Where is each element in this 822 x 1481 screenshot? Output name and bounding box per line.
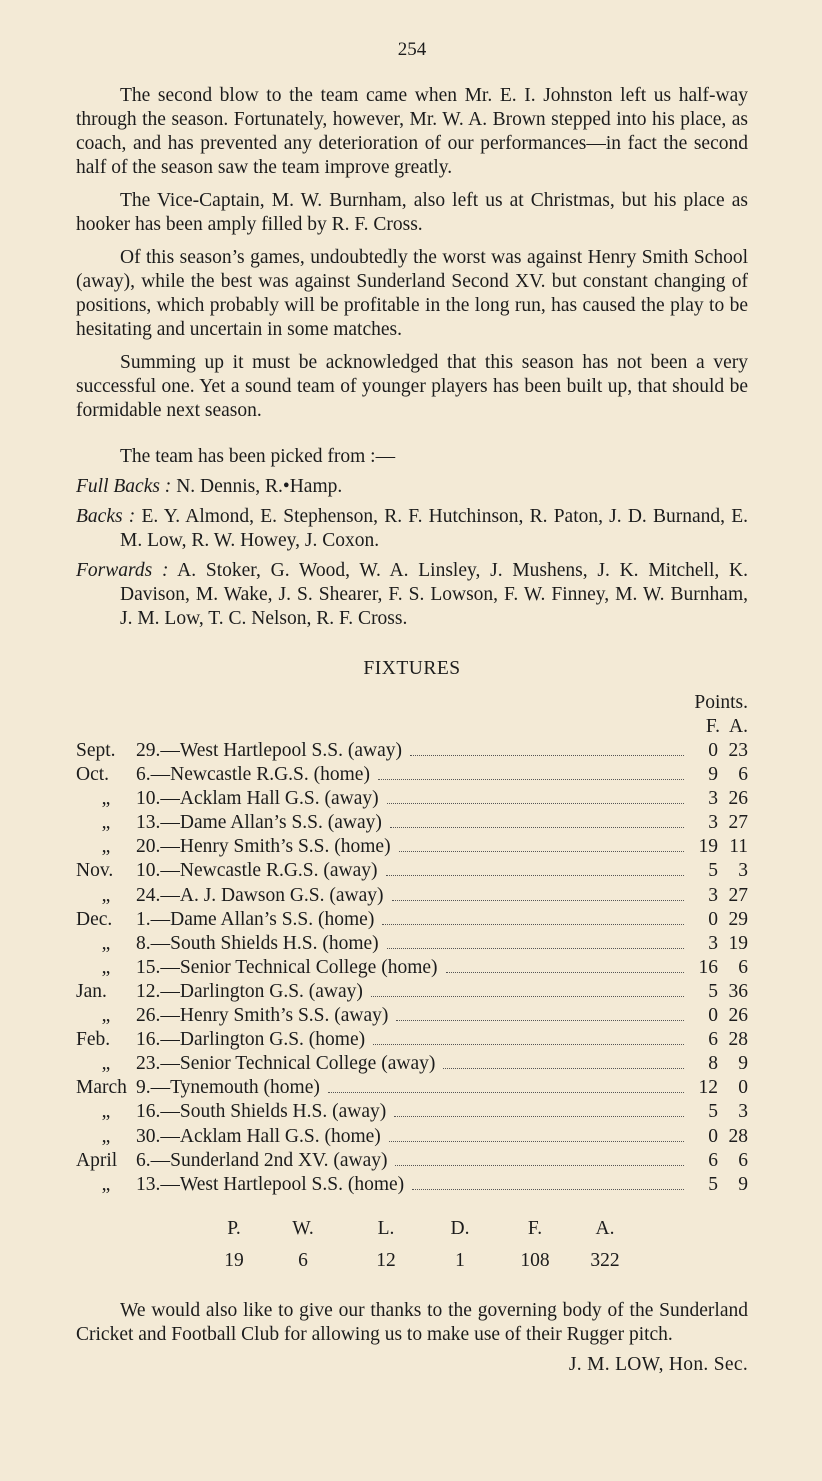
dot-leader xyxy=(446,972,684,973)
points-for: 5 xyxy=(708,1101,718,1123)
points-against: 27 xyxy=(728,884,748,906)
fixture-month: „ xyxy=(101,932,111,954)
points-for: 0 xyxy=(708,1005,718,1027)
fixture-description: 15.—Senior Technical College (home) xyxy=(136,956,438,978)
fixture-description: 13.—Dame Allan’s S.S. (away) xyxy=(136,812,382,834)
fixture-description: 24.—A. J. Dawson G.S. (away) xyxy=(136,884,384,906)
points-against: 28 xyxy=(728,1029,748,1051)
fixture-description: 6.—Newcastle R.G.S. (home) xyxy=(136,764,370,786)
paragraph: The Vice-Captain, M. W. Burnham, also left us at Christmas, but his place as hooker has been amply filled by R. F. Cross. xyxy=(76,190,748,235)
fixture-description: 6.—Sunderland 2nd XV. (away) xyxy=(136,1149,388,1171)
position-group-forwards xyxy=(76,559,748,631)
position-group-full-backs xyxy=(76,475,748,499)
points-against: 9 xyxy=(738,1173,748,1195)
fixture-month: „ xyxy=(101,1125,111,1147)
summary-header: D. xyxy=(450,1217,470,1239)
summary-headers xyxy=(214,1217,714,1241)
fixture-description: 12.—Darlington G.S. (away) xyxy=(136,980,363,1002)
points-for: 19 xyxy=(698,836,718,858)
points-for: 0 xyxy=(708,1125,718,1147)
summary-value: 19 xyxy=(224,1249,244,1271)
points-against: 6 xyxy=(738,764,748,786)
fixture-description: 16.—South Shields H.S. (away) xyxy=(136,1101,387,1123)
dot-leader xyxy=(389,1141,684,1142)
summary-value: 108 xyxy=(520,1249,550,1271)
fixture-list xyxy=(76,739,748,1197)
fixture-row xyxy=(76,1100,748,1124)
fixture-month: „ xyxy=(101,1053,111,1075)
points-against: 26 xyxy=(728,1005,748,1027)
points-for: 3 xyxy=(708,812,718,834)
points-for: 9 xyxy=(708,764,718,786)
dot-leader xyxy=(378,779,684,780)
fixture-row xyxy=(76,1173,748,1197)
fixture-description: 16.—Darlington G.S. (home) xyxy=(136,1029,366,1051)
fixture-row xyxy=(76,859,748,883)
document-page xyxy=(76,38,748,1377)
points-for: 8 xyxy=(708,1053,718,1075)
dot-leader xyxy=(373,1044,684,1045)
dot-leader xyxy=(410,755,684,756)
fixture-month: Dec. xyxy=(76,908,113,930)
summary-header: L. xyxy=(377,1217,395,1239)
fixture-description: 10.—Acklam Hall G.S. (away) xyxy=(136,788,379,810)
fixture-month: April xyxy=(76,1149,118,1171)
points-against: 29 xyxy=(728,908,748,930)
points-against: 28 xyxy=(728,1125,748,1147)
fixture-month: Jan. xyxy=(76,980,107,1002)
paragraph: Summing up it must be acknowledged that this season has not been a very successful one. Yet a sound team of younger players has been built up, that should be formidable next season. xyxy=(76,352,748,421)
fixture-description: 10.—Newcastle R.G.S. (away) xyxy=(136,860,378,882)
fixture-month: „ xyxy=(101,1005,111,1027)
paragraph: Of this season’s games, undoubtedly the worst was against Henry Smith School (away), while the best was against Sunderland Second XV. but constant changing of positions, which probably will be profitable in the long run, has caused the play to be hesitating and uncertain in some matches. xyxy=(76,247,748,340)
position-label: Backs : xyxy=(76,506,136,527)
summary-header: W. xyxy=(292,1217,314,1239)
position-label: Full Backs : xyxy=(76,476,172,497)
points-against: 3 xyxy=(738,1101,748,1123)
fixture-row xyxy=(76,787,748,811)
summary-header: P. xyxy=(227,1217,241,1239)
points-for: 5 xyxy=(708,1173,718,1195)
fixture-description: 30.—Acklam Hall G.S. (home) xyxy=(136,1125,381,1147)
fixture-row xyxy=(76,980,748,1004)
fixture-row xyxy=(76,1125,748,1149)
dot-leader xyxy=(412,1189,684,1190)
fixture-month: „ xyxy=(101,884,111,906)
points-against: 6 xyxy=(738,1149,748,1171)
fixture-row xyxy=(76,956,748,980)
position-players: E. Y. Almond, E. Stephenson, R. F. Hutchinson, R. Paton, J. D. Burnand, E. M. Low, R. W. Howey, J. Coxon. xyxy=(120,506,748,551)
points-against: 6 xyxy=(738,956,748,978)
points-for: 0 xyxy=(708,908,718,930)
summary-value: 322 xyxy=(590,1249,620,1271)
fixture-row xyxy=(76,1149,748,1173)
fixture-row xyxy=(76,884,748,908)
position-group-backs xyxy=(76,505,748,553)
summary-value: 6 xyxy=(298,1249,308,1271)
fixture-month: „ xyxy=(101,1101,111,1123)
points-against: 0 xyxy=(738,1077,748,1099)
dot-leader xyxy=(395,1165,684,1166)
fixture-row xyxy=(76,1004,748,1028)
for-label: F. xyxy=(705,716,720,737)
points-against: 26 xyxy=(728,788,748,810)
dot-leader xyxy=(371,996,684,997)
fixture-row xyxy=(76,811,748,835)
fixture-month: Feb. xyxy=(76,1029,111,1051)
fixture-month: March xyxy=(76,1077,127,1099)
points-against: 3 xyxy=(738,860,748,882)
against-label: A. xyxy=(729,716,748,737)
fixture-month: „ xyxy=(101,788,111,810)
summary-header: A. xyxy=(595,1217,615,1239)
points-against: 19 xyxy=(728,932,748,954)
points-header xyxy=(76,691,748,715)
season-summary xyxy=(214,1217,714,1273)
fixture-month: „ xyxy=(101,1173,111,1195)
fixture-month: Oct. xyxy=(76,764,110,786)
dot-leader xyxy=(394,1116,684,1117)
points-against: 11 xyxy=(729,836,748,858)
fixtures-heading: FIXTURES xyxy=(363,658,461,679)
signature: J. M. LOW, Hon. Sec. xyxy=(568,1353,748,1375)
fa-header xyxy=(76,715,748,739)
points-label: Points. xyxy=(694,692,748,713)
summary-header: F. xyxy=(527,1217,543,1239)
fixture-month: Nov. xyxy=(76,860,114,882)
fixture-month: „ xyxy=(101,956,111,978)
position-players: A. Stoker, G. Wood, W. A. Linsley, J. Mushens, J. K. Mitchell, K. Davison, M. Wake, J. S. Shearer, F. S. Lowson, F. W. Finney, M. W. Burnham, J. M. Low, T. C. Nelson, R. F. Cross. xyxy=(120,560,748,629)
points-for: 0 xyxy=(708,740,718,761)
fixture-description: 1.—Dame Allan’s S.S. (home) xyxy=(136,908,375,930)
fixture-description: 29.—West Hartlepool S.S. (away) xyxy=(136,740,402,761)
points-for: 6 xyxy=(708,1029,718,1051)
dot-leader xyxy=(399,851,684,852)
fixture-row xyxy=(76,908,748,932)
page-number: 254 xyxy=(397,39,427,60)
dot-leader xyxy=(387,803,684,804)
points-for: 12 xyxy=(698,1077,718,1099)
fixture-month: Sept. xyxy=(76,740,116,761)
fixture-row xyxy=(76,1052,748,1076)
points-against: 27 xyxy=(728,812,748,834)
points-against: 23 xyxy=(728,740,748,761)
points-against: 9 xyxy=(738,1053,748,1075)
fixture-description: 13.—West Hartlepool S.S. (home) xyxy=(136,1173,405,1195)
fixture-row xyxy=(76,1028,748,1052)
position-players: N. Dennis, R.•Hamp. xyxy=(176,476,343,497)
points-for: 3 xyxy=(708,884,718,906)
fixture-month: „ xyxy=(101,836,111,858)
points-for: 5 xyxy=(708,980,718,1002)
summary-value: 12 xyxy=(376,1249,396,1271)
dot-leader xyxy=(443,1068,684,1069)
fixture-description: 23.—Senior Technical College (away) xyxy=(136,1053,436,1075)
position-label: Forwards : xyxy=(76,560,169,581)
fixture-description: 9.—Tynemouth (home) xyxy=(136,1077,320,1099)
fixture-month: „ xyxy=(101,812,111,834)
points-for: 3 xyxy=(708,788,718,810)
points-against: 36 xyxy=(728,980,748,1002)
fixture-row xyxy=(76,1076,748,1100)
summary-value: 1 xyxy=(455,1249,465,1271)
points-for: 6 xyxy=(708,1149,718,1171)
dot-leader xyxy=(382,924,684,925)
points-for: 16 xyxy=(698,956,718,978)
fixture-description: 26.—Henry Smith’s S.S. (away) xyxy=(136,1005,389,1027)
summary-values xyxy=(214,1249,714,1273)
fixture-row xyxy=(76,835,748,859)
paragraph: The second blow to the team came when Mr. E. I. Johnston left us half-way through the season. Fortunately, however, Mr. W. A. Brown stepped into his place, as coach, and has prevented any deterioration of our performances—in fact the second half of the season saw the team improve greatly. xyxy=(76,85,748,178)
closing-paragraph: We would also like to give our thanks to the governing body of the Sunderland Cricket and Football Club for allowing us to make use of their Rugger pitch. xyxy=(76,1299,748,1345)
points-for: 3 xyxy=(708,932,718,954)
dot-leader xyxy=(396,1020,684,1021)
dot-leader xyxy=(387,948,684,949)
fixture-row xyxy=(76,763,748,787)
fixture-description: 20.—Henry Smith’s S.S. (home) xyxy=(136,836,391,858)
points-for: 5 xyxy=(708,860,718,882)
dot-leader xyxy=(390,827,684,828)
dot-leader xyxy=(386,875,684,876)
dot-leader xyxy=(392,900,684,901)
team-intro: The team has been picked from :— xyxy=(120,446,396,467)
fixture-row xyxy=(76,739,748,763)
fixture-row xyxy=(76,932,748,956)
dot-leader xyxy=(328,1092,684,1093)
fixture-description: 8.—South Shields H.S. (home) xyxy=(136,932,379,954)
